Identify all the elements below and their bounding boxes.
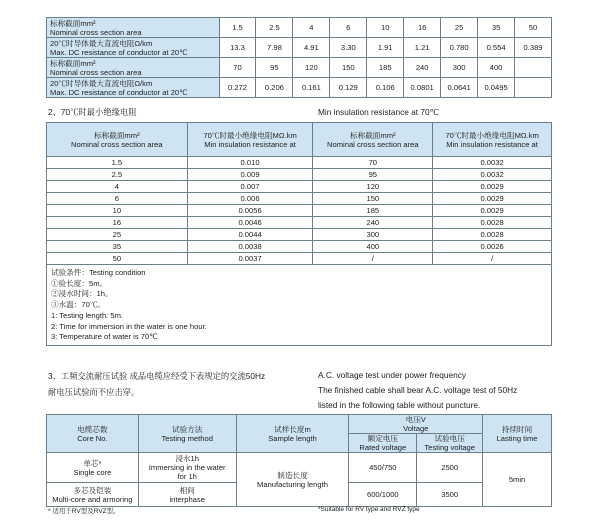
condition-line: 2: Time for immersion in the water is one hour. — [51, 321, 207, 331]
resistance-row-b — [47, 78, 552, 98]
left-res: 0.0056 — [187, 205, 313, 217]
resistance-label-en: Max. DC resistance of conductor at 20℃ — [50, 47, 188, 57]
left-res: 0.0038 — [187, 241, 313, 253]
left-area: 4 — [47, 181, 188, 193]
left-area: 50 — [47, 253, 188, 265]
lasting-time: 5min — [483, 453, 552, 507]
resistance-row-a — [47, 38, 552, 58]
col-res-right-cn: 70℃时最小绝缘电阻MΩ.km — [445, 130, 539, 140]
col-res-right-en: Min insulation resistance at — [446, 139, 538, 149]
section3-title-cn-line2: 耐电压试验而不应击穿。 — [48, 387, 140, 397]
left-area: 2.5 — [47, 169, 188, 181]
footnote-cn: * 适用于RV型及RVZ型。 — [48, 508, 120, 515]
area-b-4: 185 — [367, 58, 404, 78]
table-row — [47, 217, 552, 229]
col-res-right — [433, 123, 552, 157]
section3-title-cn — [48, 368, 265, 400]
table-row — [47, 241, 552, 253]
area-label-en: Nominal cross section area — [50, 27, 142, 37]
area-a-3: 6 — [330, 18, 367, 38]
test-voltage-2: 3500 — [417, 483, 483, 507]
area-row-a — [47, 18, 552, 38]
header-rated-en: Rated voltage — [359, 443, 407, 452]
area-b-8 — [515, 58, 552, 78]
test-voltage-1: 2500 — [417, 453, 483, 483]
res-b-1: 0.206 — [256, 78, 293, 98]
header-method-cn: 试验方法 — [172, 424, 203, 434]
right-area: 120 — [313, 181, 433, 193]
area-label-cell — [47, 18, 220, 38]
area-label-cn: 标称截面mm² — [50, 18, 96, 28]
res-a-8: 0.389 — [515, 38, 552, 58]
res-b-7: 0.0495 — [478, 78, 515, 98]
res-a-0: 13.3 — [219, 38, 256, 58]
col-area-left-en: Nominal cross section area — [71, 139, 163, 149]
res-a-5: 1.21 — [404, 38, 441, 58]
method-immersion-cn: 浸水1h — [175, 454, 200, 463]
left-res: 0.0037 — [187, 253, 313, 265]
header-length-cn: 试样长度m — [274, 424, 311, 434]
area-a-8: 50 — [515, 18, 552, 38]
right-res: 0.0028 — [433, 217, 552, 229]
res-b-3: 0.129 — [330, 78, 367, 98]
header-testv — [417, 434, 483, 453]
col-res-left-en: Min insulation resistance at — [204, 139, 296, 149]
header-length-en: Sample length — [268, 433, 317, 443]
right-area: 95 — [313, 169, 433, 181]
left-res: 0.010 — [187, 157, 313, 169]
res-a-7: 0.554 — [478, 38, 515, 58]
area-a-0: 1.5 — [219, 18, 256, 38]
multi-core-cn: 多芯及铠装 — [73, 485, 112, 495]
right-res: 0.0029 — [433, 193, 552, 205]
right-area: / — [313, 253, 433, 265]
table-row — [47, 181, 552, 193]
col-res-left-cn: 70℃时最小绝缘电阻MΩ.km — [203, 130, 297, 140]
col-area-right-cn: 标称截面mm² — [350, 130, 396, 140]
condition-line: ③水温：70℃。 — [51, 300, 106, 310]
res-a-4: 1.91 — [367, 38, 404, 58]
area-a-1: 2.5 — [256, 18, 293, 38]
right-res: 0.0029 — [433, 205, 552, 217]
area-label-cn-b: 标称截面mm² — [50, 58, 96, 68]
res-b-8 — [515, 78, 552, 98]
table-row — [47, 205, 552, 217]
left-res: 0.006 — [187, 193, 313, 205]
length-en: Manufacturing length — [257, 479, 328, 489]
header-testv-en: Testing voltage — [424, 443, 476, 452]
footnote-en: *Suitable for RV type and RVZ type — [318, 506, 420, 513]
area-b-5: 240 — [404, 58, 441, 78]
header-lasting — [483, 415, 552, 453]
right-res: 0.0028 — [433, 229, 552, 241]
header-core — [47, 415, 139, 453]
col-res-left — [187, 123, 313, 157]
single-core-cell — [47, 453, 139, 483]
area-label-en-b: Nominal cross section area — [50, 67, 142, 77]
area-b-6: 300 — [441, 58, 478, 78]
header-core-cn: 电缆芯数 — [77, 424, 108, 434]
condition-line: 3: Temperature of water is 70℃ — [51, 332, 158, 342]
right-area: 185 — [313, 205, 433, 217]
header-core-en: Core No. — [77, 433, 108, 443]
right-res: 0.0029 — [433, 181, 552, 193]
condition-line: ①验长度：5m。 — [51, 278, 108, 288]
section2-title-cn: 2、70℃时最小绝缘电阻 — [48, 107, 137, 117]
col-area-left — [47, 123, 188, 157]
right-res: / — [433, 253, 552, 265]
left-res: 0.007 — [187, 181, 313, 193]
section3-title-en-line2: The finished cable shall bear A.C. voltage test of 50Hz — [318, 385, 518, 395]
header-rated — [349, 434, 417, 453]
col-area-left-cn: 标称截面mm² — [94, 130, 140, 140]
method-interphase-cn: 相间 — [179, 485, 195, 495]
header-length — [236, 415, 349, 453]
res-a-6: 0.780 — [441, 38, 478, 58]
table-row — [47, 229, 552, 241]
header-voltage — [349, 415, 483, 434]
resistance-label-cn-b: 20℃时导体最大直流电阻Ω/km — [50, 78, 153, 88]
left-res: 0.0046 — [187, 217, 313, 229]
resistance-label-en-b: Max. DC resistance of conductor at 20℃ — [50, 87, 188, 97]
area-b-7: 400 — [478, 58, 515, 78]
area-a-6: 25 — [441, 18, 478, 38]
section3-title-en-line1: A.C. voltage test under power frequency — [318, 370, 467, 380]
res-b-0: 0.272 — [219, 78, 256, 98]
section3-title-en — [318, 368, 517, 413]
single-core-en: Single core — [73, 467, 112, 477]
header-voltage-en: Voltage — [403, 424, 429, 433]
table-row — [47, 169, 552, 181]
testing-conditions — [47, 265, 552, 346]
area-a-2: 4 — [293, 18, 330, 38]
section3-title-cn-line1: 3、工频交流耐压试验 成品电缆应经受下表规定的交流50Hz — [48, 371, 266, 381]
method-immersion-en-2: for 1h — [177, 472, 197, 481]
area-b-0: 70 — [219, 58, 256, 78]
right-area: 400 — [313, 241, 433, 253]
table-row — [47, 157, 552, 169]
table-row — [47, 253, 552, 265]
right-res: 0.0032 — [433, 169, 552, 181]
area-b-2: 120 — [293, 58, 330, 78]
multi-core-en: Multi-core and armoring — [52, 494, 133, 504]
method-interphase-en: interphase — [169, 494, 205, 504]
insulation-resistance-table — [46, 122, 552, 346]
voltage-header-row-1 — [47, 415, 552, 434]
rated-voltage-1: 450/750 — [349, 453, 417, 483]
area-label-cell-b — [47, 58, 220, 78]
res-b-2: 0.161 — [293, 78, 330, 98]
right-area: 240 — [313, 217, 433, 229]
length-cn: 制造长度 — [277, 470, 308, 480]
method-immersion-cell — [138, 453, 236, 483]
right-area: 70 — [313, 157, 433, 169]
resistance-label-cell-b — [47, 78, 220, 98]
left-area: 10 — [47, 205, 188, 217]
multi-core-cell — [47, 483, 139, 507]
single-core-cn: 单芯* — [83, 458, 102, 468]
res-a-2: 4.91 — [293, 38, 330, 58]
right-area: 300 — [313, 229, 433, 241]
header-testv-cn: 试验电压 — [434, 434, 465, 443]
right-res: 0.0026 — [433, 241, 552, 253]
left-area: 16 — [47, 217, 188, 229]
header-rated-cn: 额定电压 — [367, 434, 398, 443]
area-b-3: 150 — [330, 58, 367, 78]
header-lasting-cn: 持续时间 — [501, 424, 533, 434]
area-b-1: 95 — [256, 58, 293, 78]
left-res: 0.009 — [187, 169, 313, 181]
col-area-right — [313, 123, 433, 157]
res-a-1: 7.98 — [256, 38, 293, 58]
rated-voltage-2: 600/1000 — [349, 483, 417, 507]
area-a-5: 16 — [404, 18, 441, 38]
length-cell — [236, 453, 349, 507]
left-area: 1.5 — [47, 157, 188, 169]
header-method — [138, 415, 236, 453]
single-core-row — [47, 453, 552, 483]
left-area: 6 — [47, 193, 188, 205]
resistance-label-cn: 20℃时导体最大直流电阻Ω/km — [50, 38, 153, 48]
res-b-6: 0.0641 — [441, 78, 478, 98]
col-area-right-en: Nominal cross section area — [327, 139, 419, 149]
left-area: 25 — [47, 229, 188, 241]
header-method-en: Testing method — [161, 433, 213, 443]
condition-line: 1: Testing length: 5m. — [51, 310, 124, 320]
method-interphase-cell — [138, 483, 236, 507]
conditions-row — [47, 265, 552, 346]
method-immersion-en-1: Immersing in the water — [148, 463, 226, 472]
right-res: 0.0032 — [433, 157, 552, 169]
area-row-b — [47, 58, 552, 78]
left-res: 0.0044 — [187, 229, 313, 241]
table-row — [47, 193, 552, 205]
left-area: 35 — [47, 241, 188, 253]
voltage-test-table — [46, 414, 552, 507]
dc-resistance-table — [46, 17, 552, 98]
res-b-5: 0.0801 — [404, 78, 441, 98]
condition-line: 试验条件：Testing condition — [51, 268, 146, 277]
resistance-label-cell — [47, 38, 220, 58]
res-a-3: 3.30 — [330, 38, 367, 58]
right-area: 150 — [313, 193, 433, 205]
area-a-7: 35 — [478, 18, 515, 38]
res-b-4: 0.106 — [367, 78, 404, 98]
section3-title-en-line3: listed in the following table without puncture. — [318, 400, 481, 410]
header-voltage-cn: 电压V — [405, 415, 426, 424]
section2-title-en: Min insulation resistance at 70℃ — [318, 107, 439, 117]
header-lasting-en: Lasting time — [496, 433, 538, 443]
condition-line: ②浸水时间：1h。 — [51, 289, 113, 299]
insulation-header-row — [47, 123, 552, 157]
area-a-4: 10 — [367, 18, 404, 38]
